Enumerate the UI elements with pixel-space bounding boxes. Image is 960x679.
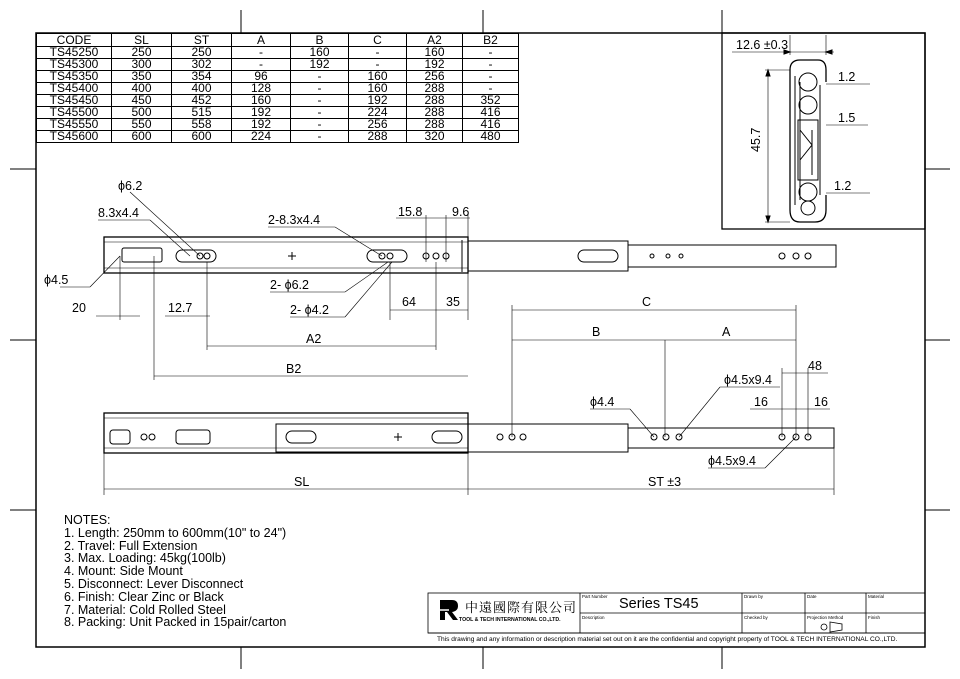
table-cell: 256 bbox=[407, 71, 463, 83]
dim-a: A bbox=[722, 325, 731, 339]
bottom-slide-view bbox=[104, 413, 834, 453]
col-header-st: ST bbox=[172, 34, 232, 47]
table-cell: 300 bbox=[112, 59, 172, 71]
dim-20: 20 bbox=[72, 301, 86, 315]
table-cell: - bbox=[463, 59, 519, 71]
description-label: Description bbox=[582, 615, 605, 620]
table-cell: 320 bbox=[407, 131, 463, 143]
table-cell: 352 bbox=[463, 95, 519, 107]
table-cell: 354 bbox=[172, 71, 232, 83]
spec-table bbox=[36, 33, 519, 143]
table-cell: 288 bbox=[349, 131, 407, 143]
xs-width: 12.6 ±0.3 bbox=[736, 38, 789, 52]
col-header-a: A bbox=[232, 34, 291, 47]
table-cell: 160 bbox=[349, 71, 407, 83]
dim-158: 15.8 bbox=[398, 205, 423, 219]
dim-16-right: 16 bbox=[814, 395, 828, 409]
table-cell: - bbox=[463, 47, 519, 59]
top-slide-view bbox=[104, 237, 836, 273]
table-cell: 160 bbox=[349, 83, 407, 95]
table-cell: - bbox=[291, 95, 349, 107]
table-cell: - bbox=[291, 71, 349, 83]
table-cell: 558 bbox=[172, 119, 232, 131]
table-cell: 600 bbox=[112, 131, 172, 143]
material-label: Material bbox=[868, 594, 885, 599]
table-cell: TS45300 bbox=[37, 59, 112, 71]
table-cell: TS45400 bbox=[37, 83, 112, 95]
table-cell: TS45350 bbox=[37, 71, 112, 83]
table-cell: 192 bbox=[232, 107, 291, 119]
note-item: 6. Finish: Clear Zinc or Black bbox=[64, 589, 224, 604]
table-cell: - bbox=[349, 47, 407, 59]
table-cell: 256 bbox=[349, 119, 407, 131]
xs-15: 1.5 bbox=[838, 111, 856, 125]
dim-hole-62: ϕ6.2 bbox=[118, 179, 143, 193]
xs-height: 45.7 bbox=[749, 127, 763, 152]
table-row bbox=[37, 119, 519, 131]
dim-b2: B2 bbox=[286, 362, 302, 376]
table-cell: 288 bbox=[407, 119, 463, 131]
company-logo bbox=[438, 600, 458, 620]
table-cell: 500 bbox=[112, 107, 172, 119]
col-header-b: B bbox=[291, 34, 349, 47]
note-item: 8. Packing: Unit Packed in 15pair/carton bbox=[64, 615, 287, 630]
table-cell: 550 bbox=[112, 119, 172, 131]
note-item: 5. Disconnect: Lever Disconnect bbox=[64, 576, 244, 591]
table-cell: 450 bbox=[112, 95, 172, 107]
notes-title: NOTES: bbox=[64, 513, 111, 527]
table-cell: 192 bbox=[407, 59, 463, 71]
note-item: 4. Mount: Side Mount bbox=[64, 564, 183, 579]
table-cell: 515 bbox=[172, 107, 232, 119]
table-cell: 192 bbox=[291, 59, 349, 71]
table-cell: 160 bbox=[291, 47, 349, 59]
table-row bbox=[37, 107, 519, 119]
dim-2-hole-42: 2- ϕ4.2 bbox=[290, 303, 329, 317]
table-row bbox=[37, 131, 519, 143]
dim-slot-83: 8.3x4.4 bbox=[98, 206, 140, 220]
table-cell: 160 bbox=[407, 47, 463, 59]
dim-35: 35 bbox=[446, 295, 460, 309]
table-cell: - bbox=[463, 71, 519, 83]
table-cell: 160 bbox=[232, 95, 291, 107]
notes-section bbox=[64, 514, 286, 629]
xs-12-top: 1.2 bbox=[838, 70, 856, 84]
date-label: Date bbox=[807, 594, 817, 599]
dim-48: 48 bbox=[808, 359, 822, 373]
top-dims bbox=[60, 192, 470, 380]
table-header-row bbox=[37, 34, 519, 47]
finish-label: Finish bbox=[868, 615, 881, 620]
drawn-by-label: Drawn by bbox=[744, 594, 764, 599]
table-cell: 416 bbox=[463, 119, 519, 131]
table-cell: TS45600 bbox=[37, 131, 112, 143]
table-cell: 192 bbox=[232, 119, 291, 131]
table-cell: 480 bbox=[463, 131, 519, 143]
table-cell: - bbox=[291, 131, 349, 143]
note-item: 7. Material: Cold Rolled Steel bbox=[64, 602, 226, 617]
dim-64: 64 bbox=[402, 295, 416, 309]
dim-127: 12.7 bbox=[168, 301, 193, 315]
table-cell: TS45500 bbox=[37, 107, 112, 119]
dim-2-hole-62: 2- ϕ6.2 bbox=[270, 278, 309, 292]
xs-12-bottom: 1.2 bbox=[834, 179, 852, 193]
table-cell: TS45550 bbox=[37, 119, 112, 131]
table-cell: 192 bbox=[349, 95, 407, 107]
company-name-cn: 中遠國際有限公司 bbox=[465, 600, 578, 615]
table-row bbox=[37, 59, 519, 71]
part-number-label: Part Number bbox=[582, 594, 608, 599]
table-cell: 250 bbox=[172, 47, 232, 59]
col-header-a2: A2 bbox=[407, 34, 463, 47]
table-cell: 224 bbox=[349, 107, 407, 119]
table-row bbox=[37, 95, 519, 107]
dim-sl: SL bbox=[294, 475, 310, 489]
table-cell: 600 bbox=[172, 131, 232, 143]
table-cell: - bbox=[232, 47, 291, 59]
table-row bbox=[37, 83, 519, 95]
table-cell: - bbox=[291, 119, 349, 131]
table-cell: TS45450 bbox=[37, 95, 112, 107]
table-cell: - bbox=[291, 107, 349, 119]
dim-hole-45: ϕ4.5 bbox=[44, 273, 69, 287]
table-cell: 350 bbox=[112, 71, 172, 83]
table-cell: 224 bbox=[232, 131, 291, 143]
dim-slot-2-83: 2-8.3x4.4 bbox=[268, 213, 321, 227]
copyright-footer: This drawing and any information or description material set out on it are the confidential and copyright property of TOOL & TECH INTERNATIONAL CO.,LTD. bbox=[437, 636, 898, 643]
table-cell: - bbox=[349, 59, 407, 71]
table-cell: 96 bbox=[232, 71, 291, 83]
dim-st: ST ±3 bbox=[648, 475, 682, 489]
checked-by-label: Checked by bbox=[744, 615, 768, 620]
table-cell: - bbox=[463, 83, 519, 95]
dim-b: B bbox=[592, 325, 601, 339]
table-row bbox=[37, 47, 519, 59]
table-cell: 452 bbox=[172, 95, 232, 107]
table-cell: 128 bbox=[232, 83, 291, 95]
table-cell: 288 bbox=[407, 107, 463, 119]
dim-a2: A2 bbox=[306, 332, 322, 346]
series-title: Series TS45 bbox=[619, 596, 699, 612]
table-cell: TS45250 bbox=[37, 47, 112, 59]
note-item: 3. Max. Loading: 45kg(100lb) bbox=[64, 551, 226, 566]
note-item: 2. Travel: Full Extension bbox=[64, 538, 198, 553]
table-cell: 288 bbox=[407, 95, 463, 107]
table-cell: 288 bbox=[407, 83, 463, 95]
dim-16-left: 16 bbox=[754, 395, 768, 409]
col-header-sl: SL bbox=[112, 34, 172, 47]
table-cell: 302 bbox=[172, 59, 232, 71]
dim-hole-44: ϕ4.4 bbox=[590, 395, 615, 409]
col-header-b2: B2 bbox=[463, 34, 519, 47]
table-cell: 416 bbox=[463, 107, 519, 119]
note-item: 1. Length: 250mm to 600mm(10" to 24") bbox=[64, 525, 287, 540]
table-cell: - bbox=[232, 59, 291, 71]
table-cell: 250 bbox=[112, 47, 172, 59]
dim-slot-45-top: ϕ4.5x9.4 bbox=[724, 373, 773, 387]
dim-slot-45-bottom: ϕ4.5x9.4 bbox=[708, 454, 757, 468]
dim-96: 9.6 bbox=[452, 205, 470, 219]
table-cell: - bbox=[291, 83, 349, 95]
col-header-code: CODE bbox=[37, 34, 112, 47]
projection-method-label: Projection Method bbox=[807, 615, 844, 620]
table-row bbox=[37, 71, 519, 83]
table-cell: 400 bbox=[112, 83, 172, 95]
col-header-c: C bbox=[349, 34, 407, 47]
dim-c: C bbox=[642, 295, 652, 309]
company-name-en: TOOL & TECH INTERNATIONAL CO.,LTD. bbox=[459, 617, 561, 623]
table-cell: 400 bbox=[172, 83, 232, 95]
